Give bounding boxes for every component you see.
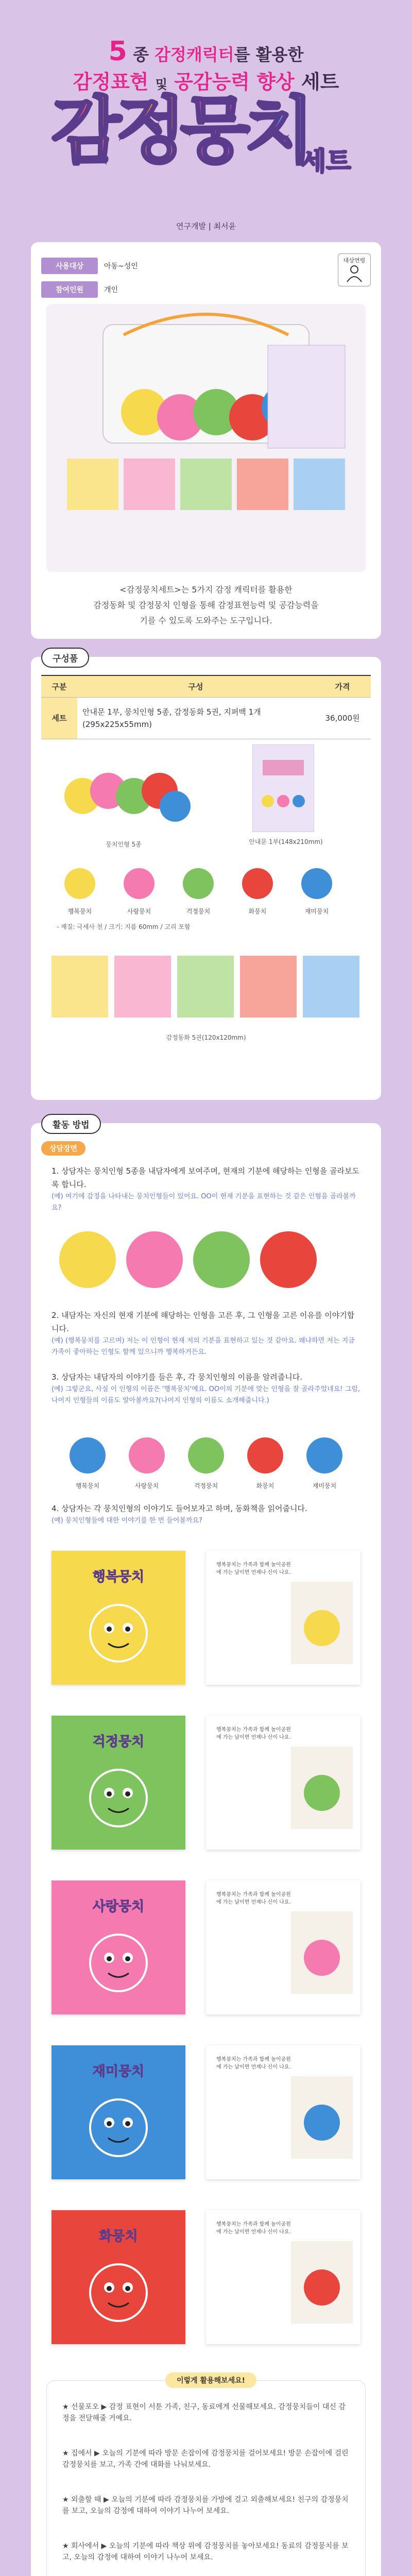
activity-item: ★ 선물포오 ▶ 감정 표현이 서툰 가족, 친구, 동료에게 선물해보세요. 감정뭉치들이 대신 감정을 전달해줄 거예요. [62, 2403, 346, 2422]
step-3-example: (예) 그렇군요, 사실 이 인형의 이름은 '행복뭉치'예요. OO이의 기분에 맞는 인형을 잘 골라주었네요! 그럼, 나머지 인형들의 이름도 알아볼까요?(나머지 인형의 이름도 소개해줍니다.) [52, 1385, 360, 1404]
info-row-target [41, 258, 138, 274]
hero-number: 5 [108, 36, 127, 67]
header-price: 가격 [314, 675, 371, 698]
step-4-text: 4. 상담자는 각 뭉치인형의 이야기도 들어보자고 하며, 동화책을 읽어줍니다. [52, 1504, 307, 1513]
info-rows [41, 258, 138, 305]
face-label: 화뭉치 [256, 1482, 274, 1489]
book-title: 재미뭉치 [92, 2064, 145, 2079]
book-cover [52, 1551, 185, 1685]
activity-item: ★ 외출할 때 ▶ 오늘의 기분에 따라 감정뭉치를 가방에 걸고 외출해보세요! 친구의 감정뭉치를 보고, 오늘의 감정에 대하여 이야기 나누어 보세요. [62, 2496, 349, 2515]
hero-line2-text1: 및 [155, 77, 167, 92]
book-cover [52, 2045, 185, 2179]
usage-tag: 활동 방법 [41, 1114, 101, 1134]
spread-illustration [291, 2076, 353, 2159]
face-label: 걱정뭉치 [194, 1482, 218, 1489]
hero-title-char: 치 [245, 89, 315, 173]
step-1-example: (예) 여기에 감정을 나타내는 뭉치인형들이 있어요. OO이 현재 기분을 표현하는 것 같은 인형을 골라볼까요? [52, 1193, 356, 1212]
spread-text: 행복뭉치는 가족과 함께 놀이공원에 가는 날이면 언제나 신이 나요. [216, 1562, 291, 1575]
spread-text: 행복뭉치는 가족과 함께 놀이공원에 가는 날이면 언제나 신이 나요. [216, 2057, 291, 2070]
info-row-people [41, 281, 138, 298]
book-character [88, 1767, 149, 1829]
step-2-text: 2. 내담자는 자신의 현재 기분에 해당하는 인형을 고른 후, 그 인형을 고른 이유를 이야기합니다. [52, 1311, 355, 1333]
activity-badge: 이렇게 활용해보세요! [165, 2372, 256, 2388]
composition-tag: 구성품 [41, 648, 89, 668]
hero-title [52, 89, 360, 178]
face-note: - 재질: 극세사 천 / 크기: 지름 60mm / 고리 포함 [57, 923, 191, 930]
hero-title-char: 감 [52, 89, 122, 173]
spread-illustration [291, 1747, 353, 1829]
spread-illustration [291, 1582, 353, 1664]
hero-title-char: 뭉 [180, 89, 250, 173]
activity-box [46, 2377, 366, 2576]
book-title: 행복뭉치 [92, 1569, 145, 1585]
doll-cluster [52, 760, 196, 837]
hero-line1 [0, 36, 412, 67]
book-spread [206, 1551, 360, 1685]
faces-row [57, 863, 355, 904]
face-label: 걱정뭉치 [186, 908, 211, 915]
intro-line: <감정뭉치세트>는 5가지 감정 캐릭터를 활용한 [119, 585, 293, 595]
face-label: 행복뭉치 [67, 908, 92, 915]
guide-booklet [252, 744, 314, 832]
header-content: 구성 [77, 675, 314, 698]
book-title: 사랑뭉치 [92, 1899, 145, 1914]
book-title: 화뭉치 [99, 2229, 138, 2244]
people-label: 참여인원 [41, 281, 98, 298]
hero-line2-text2: 세트 [301, 71, 339, 93]
book-cover [52, 2210, 185, 2344]
book-spread [206, 1880, 360, 2014]
small-faces-row [62, 1432, 350, 1479]
age-box [338, 253, 371, 286]
composition-header-row [41, 675, 371, 698]
face-label: 사랑뭉치 [127, 908, 151, 915]
book-cover [52, 1880, 185, 2014]
row-kind: 세트 [41, 698, 77, 739]
hero [0, 0, 412, 242]
step-4-example: (예) 뭉치인형들에 대한 이야기를 한 번 들어볼까요? [52, 1517, 202, 1524]
books-row [52, 956, 360, 1023]
book-character [88, 2097, 149, 2159]
age-box-title: 대상연령 [343, 257, 366, 264]
book-title: 걱정뭉치 [92, 1734, 145, 1750]
person-icon [344, 264, 365, 283]
step-2 [52, 1309, 360, 1358]
caption-guide: 안내문 1부(148x210mm) [249, 838, 323, 845]
product-info-card [31, 242, 381, 639]
composition-row [41, 698, 371, 739]
caption-books: 감정동화 5권(120x120mm) [166, 1034, 246, 1041]
developer-credit: 연구개발 | 최서윤 [176, 222, 236, 231]
usage-card [31, 1120, 381, 2576]
face-label: 재미뭉치 [312, 1482, 337, 1489]
face-label: 행복뭉치 [75, 1482, 100, 1489]
book-cover [52, 1716, 185, 1850]
book-character [88, 2262, 149, 2324]
book-character [88, 1602, 149, 1664]
hero-line1-text2: 를 활용한 [234, 45, 304, 64]
face-label: 화뭉치 [248, 908, 267, 915]
book-character [88, 1932, 149, 1994]
step-2-example: (예) (행복뭉치를 고르며) 저는 이 인형이 현재 저의 기분을 표현하고 있는 것 같아요. 왜냐하면 저는 지금 가족이 좋아하는 인형도 함께 있으니까 행복하거든요. [52, 1337, 355, 1356]
target-value: 아동~성인 [104, 262, 138, 270]
face-label: 사랑뭉치 [134, 1482, 159, 1489]
large-faces-row [57, 1226, 345, 1293]
spread-text: 행복뭉치는 가족과 함께 놀이공원에 가는 날이면 언제나 신이 나요. [216, 2222, 291, 2235]
step-3 [52, 1370, 360, 1406]
hero-line1-text1: 종 [132, 45, 149, 64]
activity-item: ★ 회사에서 ▶ 오늘의 기분에 따라 책상 위에 감정뭉치를 놓아보세요! 동료의 감정뭉치를 보고, 오늘의 감정에 대하여 이야기 나누어 보세요. [62, 2542, 349, 2562]
spread-text: 행복뭉치는 가족과 함께 놀이공원에 가는 날이면 언제나 신이 나요. [216, 1892, 291, 1905]
book-spread [206, 2210, 360, 2344]
row-price: 36,000원 [314, 698, 371, 739]
step-4 [52, 1502, 360, 1527]
spread-illustration [291, 2241, 353, 2324]
spread-illustration [291, 1911, 353, 1994]
header-kind: 구분 [41, 675, 77, 698]
hero-title-set: 세트 [301, 146, 351, 176]
row-content: 안내문 1부, 뭉치인형 5종, 감정동화 5권, 지퍼백 1개(295x225x55mm) [77, 698, 314, 739]
people-value: 개인 [104, 286, 118, 294]
hero-line1-pink: 감정캐릭터 [154, 45, 234, 64]
hero-line2-pink2: 공감능력 향상 [174, 71, 295, 93]
spread-text: 행복뭉치는 가족과 함께 놀이공원에 가는 날이면 언제나 신이 나요. [216, 1727, 291, 1740]
intro-text [52, 582, 360, 629]
activity-item: ★ 집에서 ▶ 오늘의 기분에 따라 방문 손잡이에 감정뭉치를 걸어보세요! 방문 손잡이에 걸린 감정뭉치를 보고, 가족 간에 대화를 나눠보세요. [62, 2449, 349, 2469]
step-3-text: 3. 상담자는 내담자의 이야기를 들은 후, 각 뭉치인형의 이름을 알려줍니다. [52, 1372, 302, 1382]
product-illustration [46, 304, 366, 572]
face-label: 재미뭉치 [304, 908, 329, 915]
hero-title-char: 정 [116, 89, 186, 173]
caption-doll: 뭉치인형 5종 [106, 841, 142, 848]
step-1-text: 1. 상담자는 뭉치인형 5종을 내담자에게 보여주며, 현재의 기분에 해당하는 인형을 골라보도록 합니다. [52, 1166, 359, 1189]
composition-table [41, 675, 371, 739]
intro-line: 감정동화 및 감정뭉치 인형을 통해 감정표현능력 및 공감능력을 [93, 600, 319, 610]
intro-line: 기를 수 있도록 도와주는 도구입니다. [140, 616, 272, 625]
composition-card [31, 654, 381, 1100]
hero-line2-pink1: 감정표현 [73, 71, 149, 93]
step-1 [52, 1164, 360, 1214]
book-spread [206, 1716, 360, 1850]
book-spread [206, 2045, 360, 2179]
product-photo [46, 304, 366, 572]
target-label: 사용대상 [41, 258, 98, 274]
usage-badge: 상담장면 [41, 1141, 85, 1156]
